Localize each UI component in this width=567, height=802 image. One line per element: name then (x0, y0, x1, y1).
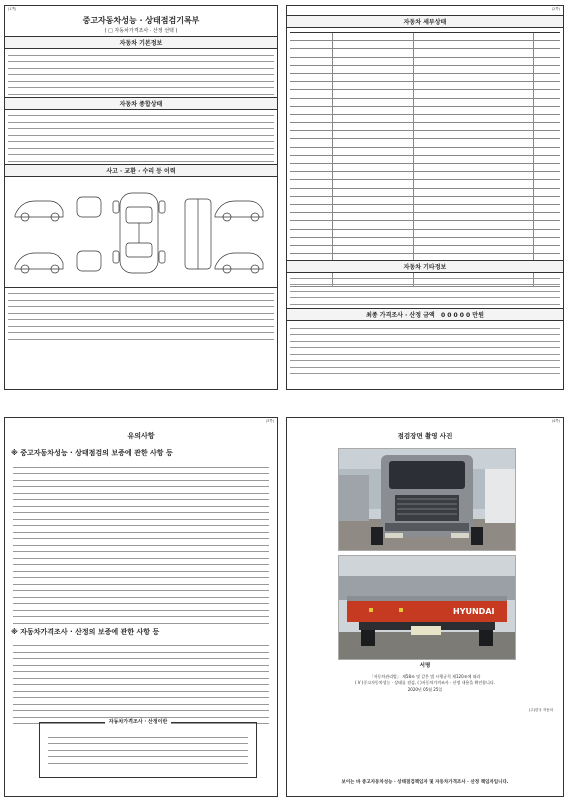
notice-heading-2: ※ 자동차가격조사 · 산정의 보증에 관한 사항 등 (11, 627, 160, 636)
notice-title: 유의사항 (127, 432, 155, 440)
signature-line-2: ( V )중고자동차성능 · 상태를 점검, ( )자동차가격조사 · 산정 내용을 확인합니다. (354, 679, 496, 685)
price-assessment-box (39, 719, 257, 778)
signature-line-1: 「자동차관리법」 제58조 및 같은 법 시행규칙 제120조에 따라 (369, 674, 481, 679)
photo-section-title: 점검장면 촬영 사진 (397, 432, 453, 440)
special-notes-table (287, 322, 563, 374)
notice-paragraph-2 (5, 640, 277, 725)
basic-info-heading: 자동차 기본정보 (5, 36, 277, 49)
page-number: (3쪽) (265, 419, 274, 423)
general-status-table (5, 110, 277, 162)
page-number: (4쪽) (551, 419, 560, 423)
signature-statement (287, 674, 563, 693)
accident-history-heading: 사고 · 교환 · 수리 등 이력 (5, 164, 277, 177)
final-price-label: 최종 가격조사 · 산정 금액 (366, 312, 435, 319)
other-info-table (287, 272, 563, 305)
page-3-notice (4, 417, 278, 797)
notice-paragraph-1 (5, 461, 277, 624)
page-4-footer: 보이는 바 중고자동차성능 · 상태점검책임자 및 자동차가격조사 · 산정 책임자입니다. (341, 780, 509, 785)
page-1-performance-record (4, 5, 278, 390)
final-price-value: 0 0 0 0 0 만원 (440, 312, 484, 319)
signature-title: 서명 (419, 663, 431, 669)
detail-status-table (290, 32, 560, 287)
other-info-heading: 자동차 기타정보 (287, 260, 563, 273)
truck-front-photo (338, 448, 516, 551)
page-4-photos-signature (286, 417, 564, 797)
vehicle-diagram (5, 177, 277, 288)
signature-organization (529, 707, 553, 713)
price-assessment-box-title: 자동차가격조사 · 산정이란 (105, 718, 172, 725)
notice-heading-1: ※ 중고자동차성능 · 상태점검의 보증에 관한 사항 등 (11, 449, 173, 457)
truck-rear-photo (338, 555, 516, 660)
document-subtitle: ( □ 자동차가격조사 · 산정 선택 ) (104, 28, 178, 34)
repair-history-table (5, 288, 277, 340)
general-status-heading: 자동차 종합상태 (5, 97, 277, 110)
final-price-heading (287, 308, 563, 321)
hyundai-logo-text: HYUNDAI (453, 607, 495, 616)
detail-status-heading: 자동차 세부상태 (287, 15, 563, 28)
page-number: (1쪽) (8, 7, 17, 11)
basic-info-table (5, 49, 277, 95)
page-2-detail-status (286, 5, 564, 390)
document-title: 중고자동차성능 · 상태점검기록부 (82, 16, 200, 25)
signature-date: 2020년 05월 25일 (407, 687, 443, 693)
organization-name: (주)한국 자동차 (528, 708, 553, 712)
page-number: (2쪽) (551, 7, 560, 11)
